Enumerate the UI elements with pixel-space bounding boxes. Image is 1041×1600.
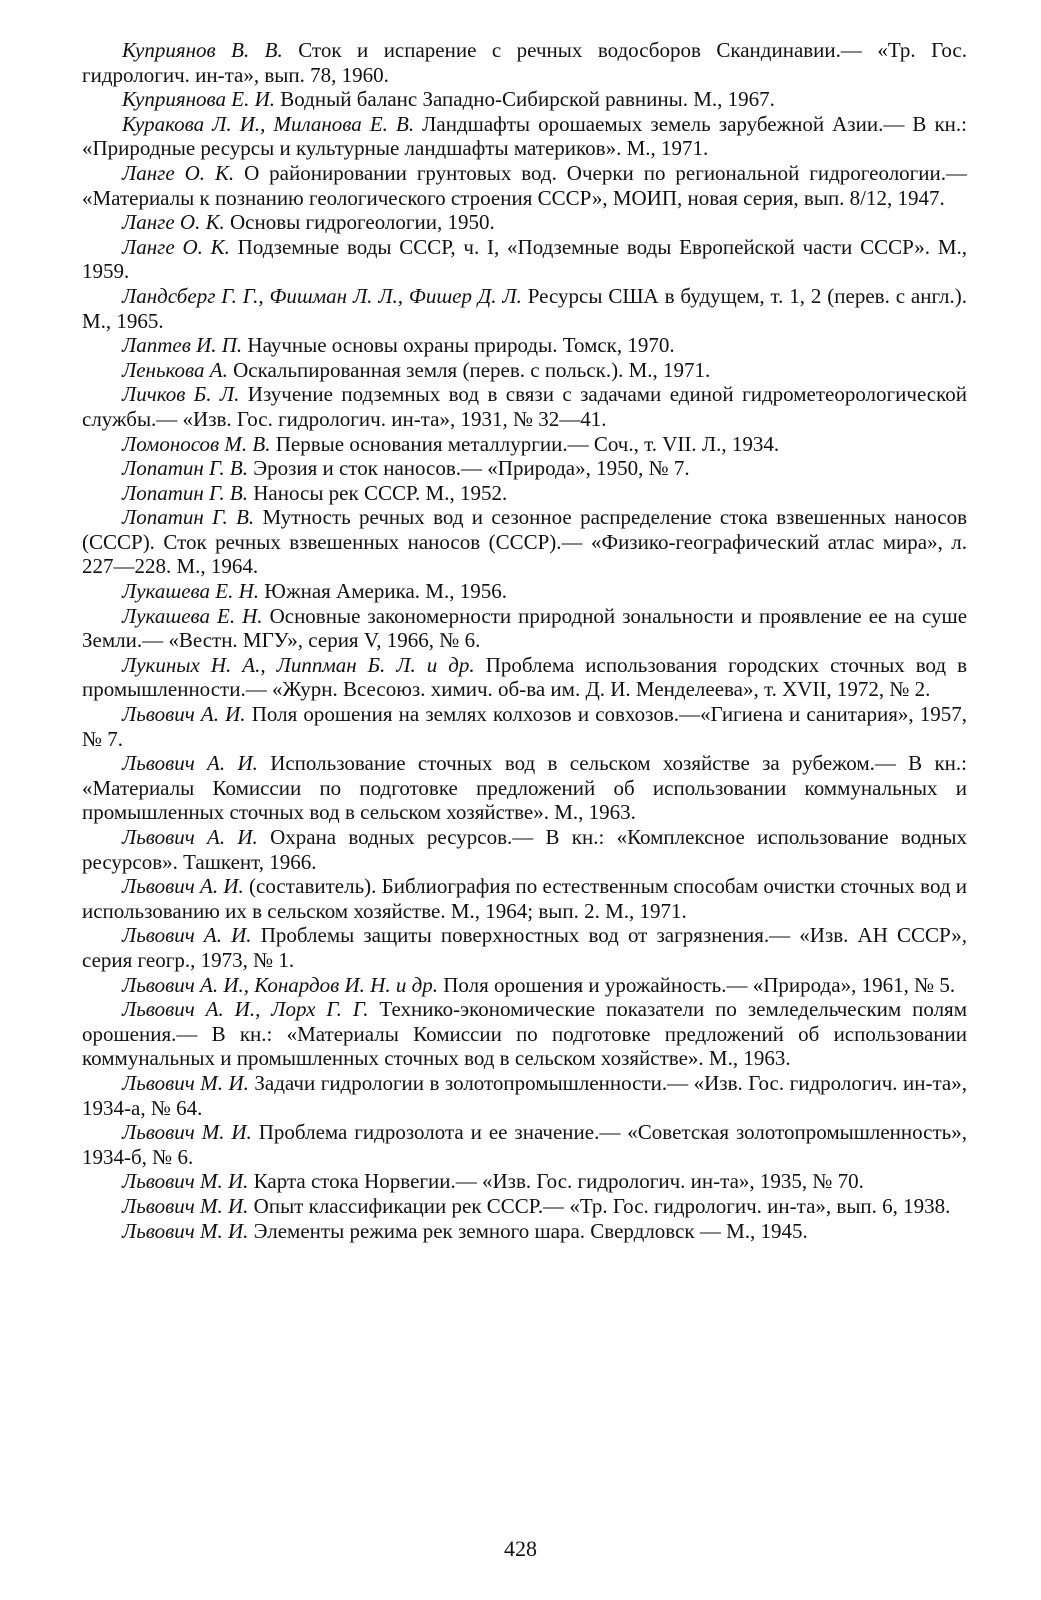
bibliography-entry bbox=[82, 432, 967, 457]
bibliography-entry bbox=[82, 973, 967, 998]
entry-text: (составитель). Библиография по естественным способам очистки сточных вод и использованию их в сельском хозяйстве. М., 1964; вып. 2. М., 1971. bbox=[82, 874, 968, 923]
entry-author: Ломоносов М. В. bbox=[122, 431, 271, 456]
entry-text: Опыт классификации рек СССР.— «Тр. Гос. гидрологич. ин-та», вып. 6, 1938. bbox=[253, 1193, 951, 1218]
entry-author: Лопатин Г. В. bbox=[122, 480, 248, 505]
bibliography-entry bbox=[82, 333, 967, 358]
bibliography-entry bbox=[82, 456, 967, 481]
entry-text: Технико-экономические показатели по земледельческим полям орошения.— В кн.: «Материалы Комиссии по подготовке предложений об использовании коммунальных и промышленных сточных вод в сельском хозяйстве». М., 1963. bbox=[82, 997, 968, 1071]
bibliography-entry bbox=[82, 874, 967, 923]
bibliography-list bbox=[82, 38, 967, 1243]
bibliography-entry bbox=[82, 161, 967, 210]
entry-author: Лопатин Г. В. bbox=[122, 456, 248, 481]
entry-author: Ланге О. К. bbox=[122, 160, 235, 185]
entry-author: Личков Б. Л. bbox=[122, 382, 240, 407]
entry-author: Куракова Л. И., Миланова Е. В. bbox=[122, 111, 415, 136]
entry-text: Первые основания металлургии.— Соч., т. VII. Л., 1934. bbox=[275, 431, 780, 456]
bibliography-entry bbox=[82, 997, 967, 1071]
entry-author: Львович А. И. bbox=[122, 702, 246, 727]
entry-author: Львович М. И. bbox=[122, 1218, 249, 1243]
entry-text: О районировании грунтовых вод. Очерки по региональной гидрогеологии.— «Материалы к познанию геологического строения СССР», МОИП, новая серия, вып. 8/12, 1947. bbox=[82, 160, 968, 210]
bibliography-entry bbox=[82, 579, 967, 604]
bibliography-entry bbox=[82, 825, 967, 874]
entry-author: Львович А. И., Конардов И. Н. и др. bbox=[122, 972, 438, 997]
entry-author: Лукиных Н. А., Липпман Б. Л. и др. bbox=[122, 652, 475, 677]
entry-author: Львович М. И. bbox=[122, 1169, 249, 1194]
bibliography-entry bbox=[82, 38, 967, 87]
entry-author: Куприянов В. В. bbox=[122, 38, 283, 62]
bibliography-entry bbox=[82, 1169, 967, 1194]
bibliography-entry bbox=[82, 358, 967, 383]
entry-author: Ланге О. К. bbox=[122, 234, 230, 259]
entry-text: Проблемы защиты поверхностных вод от загрязнения.— «Изв. АН СССР», серия геогр., 1973, № 1. bbox=[82, 923, 968, 972]
page-number: 428 bbox=[504, 1536, 537, 1561]
entry-text: Поля орошения и урожайность.— «Природа», 1961, № 5. bbox=[443, 972, 956, 997]
bibliography-entry bbox=[82, 923, 967, 972]
entry-text: Проблема использования городских сточных вод в промышленности.— «Журн. Всесоюз. химич. об-ва им. Д. И. Менделеева», т. XVII, 1972, № 2. bbox=[82, 652, 967, 702]
entry-text: Элементы режима рек земного шара. Свердловск — М., 1945. bbox=[253, 1218, 808, 1243]
entry-text: Южная Америка. М., 1956. bbox=[264, 579, 507, 604]
entry-author: Ланге О. К. bbox=[122, 210, 225, 235]
entry-author: Лопатин Г. В. bbox=[122, 505, 255, 530]
entry-text: Основы гидрогеологии, 1950. bbox=[230, 210, 495, 235]
entry-author: Львович А. И. bbox=[122, 874, 244, 899]
bibliography-entry bbox=[82, 505, 967, 579]
bibliography-entry bbox=[82, 481, 967, 506]
entry-text: Использование сточных вод в сельском хозяйстве за рубежом.— В кн.: «Материалы Комиссии по подготовке предложений об использовании коммунальных и промышленных сточных вод в сельском хозяйстве». М., 1963. bbox=[82, 751, 968, 825]
entry-author: Львович А. И. bbox=[122, 825, 258, 849]
entry-author: Львович М. И. bbox=[122, 1120, 252, 1145]
entry-author: Ландсберг Г. Г., Фишман Л. Л., Фишер Д. Л. bbox=[122, 283, 522, 308]
entry-text: Поля орошения на землях колхозов и совхозов.—«Гигиена и санитария», 1957, № 7. bbox=[82, 702, 967, 751]
entry-text: Сток и испарение с речных водосборов Скандинавии.— «Тр. Гос. гидрологич. ин-та», вып. 78, 1960. bbox=[82, 38, 967, 87]
bibliography-entry bbox=[82, 751, 967, 825]
bibliography-entry bbox=[82, 87, 967, 112]
bibliography-entry bbox=[82, 235, 967, 284]
bibliography-entry bbox=[82, 1194, 967, 1219]
bibliography-entry bbox=[82, 382, 967, 431]
entry-text: Основные закономерности природной зональности и проявление ее на суше Земли.— «Вестн. МГУ», серия V, 1966, № 6. bbox=[82, 603, 968, 653]
entry-text: Ресурсы США в будущем, т. 1, 2 (перев. с англ.). М., 1965. bbox=[82, 283, 968, 333]
entry-author: Куприянова Е. И. bbox=[122, 87, 276, 112]
entry-text: Карта стока Норвегии.— «Изв. Гос. гидрологич. ин-та», 1935, № 70. bbox=[253, 1169, 864, 1194]
entry-text: Наносы рек СССР. М., 1952. bbox=[253, 480, 508, 505]
entry-author: Лаптев И. П. bbox=[122, 333, 243, 358]
entry-text: Водный баланс Западно-Сибирской равнины. М., 1967. bbox=[280, 87, 775, 112]
bibliography-entry bbox=[82, 1219, 967, 1244]
entry-author: Лукашева Е. Н. bbox=[122, 603, 263, 628]
entry-text: Охрана водных ресурсов.— В кн.: «Комплексное использование водных ресурсов». Ташкент, 1966. bbox=[82, 825, 968, 874]
entry-text: Ландшафты орошаемых земель зарубежной Азии.— В кн.: «Природные ресурсы и культурные ландшафты материков». М., 1971. bbox=[82, 111, 968, 161]
bibliography-entry bbox=[82, 1071, 967, 1120]
entry-author: Львович А. И. bbox=[122, 751, 258, 776]
entry-author: Львович М. И. bbox=[122, 1193, 249, 1218]
entry-author: Львович А. И. bbox=[122, 923, 252, 948]
entry-author: Львович М. И. bbox=[122, 1070, 249, 1095]
bibliography-entry bbox=[82, 653, 967, 702]
entry-text: Задачи гидрологии в золотопромышленности.— «Изв. Гос. гидрологич. ин-та», 1934-а, № 64. bbox=[82, 1070, 967, 1120]
entry-text: Оскальпированная земля (перев. с польск.). М., 1971. bbox=[233, 357, 711, 382]
entry-text: Эрозия и сток наносов.— «Природа», 1950, № 7. bbox=[253, 456, 690, 481]
bibliography-entry bbox=[82, 702, 967, 751]
entry-text: Подземные воды СССР, ч. I, «Подземные воды Европейской части СССР». М., 1959. bbox=[82, 234, 968, 284]
entry-author: Лукашева Е. Н. bbox=[122, 579, 259, 604]
bibliography-entry bbox=[82, 1120, 967, 1169]
entry-text: Проблема гидрозолота и ее значение.— «Советская золотопромышленность», 1934-б, № 6. bbox=[82, 1120, 968, 1169]
bibliography-entry bbox=[82, 210, 967, 235]
entry-author: Львович А. И., Лорх Г. Г. bbox=[122, 997, 369, 1022]
bibliography-entry bbox=[82, 112, 967, 161]
entry-author: Ленькова А. bbox=[122, 357, 228, 382]
bibliography-entry bbox=[82, 284, 967, 333]
entry-text: Изучение подземных вод в связи с задачами единой гидрометеорологической службы.— «Изв. Гос. гидрологич. ин-та», 1931, № 32—41. bbox=[82, 382, 967, 431]
entry-text: Мутность речных вод и сезонное распределение стока взвешенных наносов (СССР). Сток речных взвешенных наносов (СССР).— «Физико-географический атлас мира», л. 227—228. М., 1964. bbox=[82, 505, 967, 579]
bibliography-entry bbox=[82, 604, 967, 653]
entry-text: Научные основы охраны природы. Томск, 1970. bbox=[247, 333, 675, 358]
